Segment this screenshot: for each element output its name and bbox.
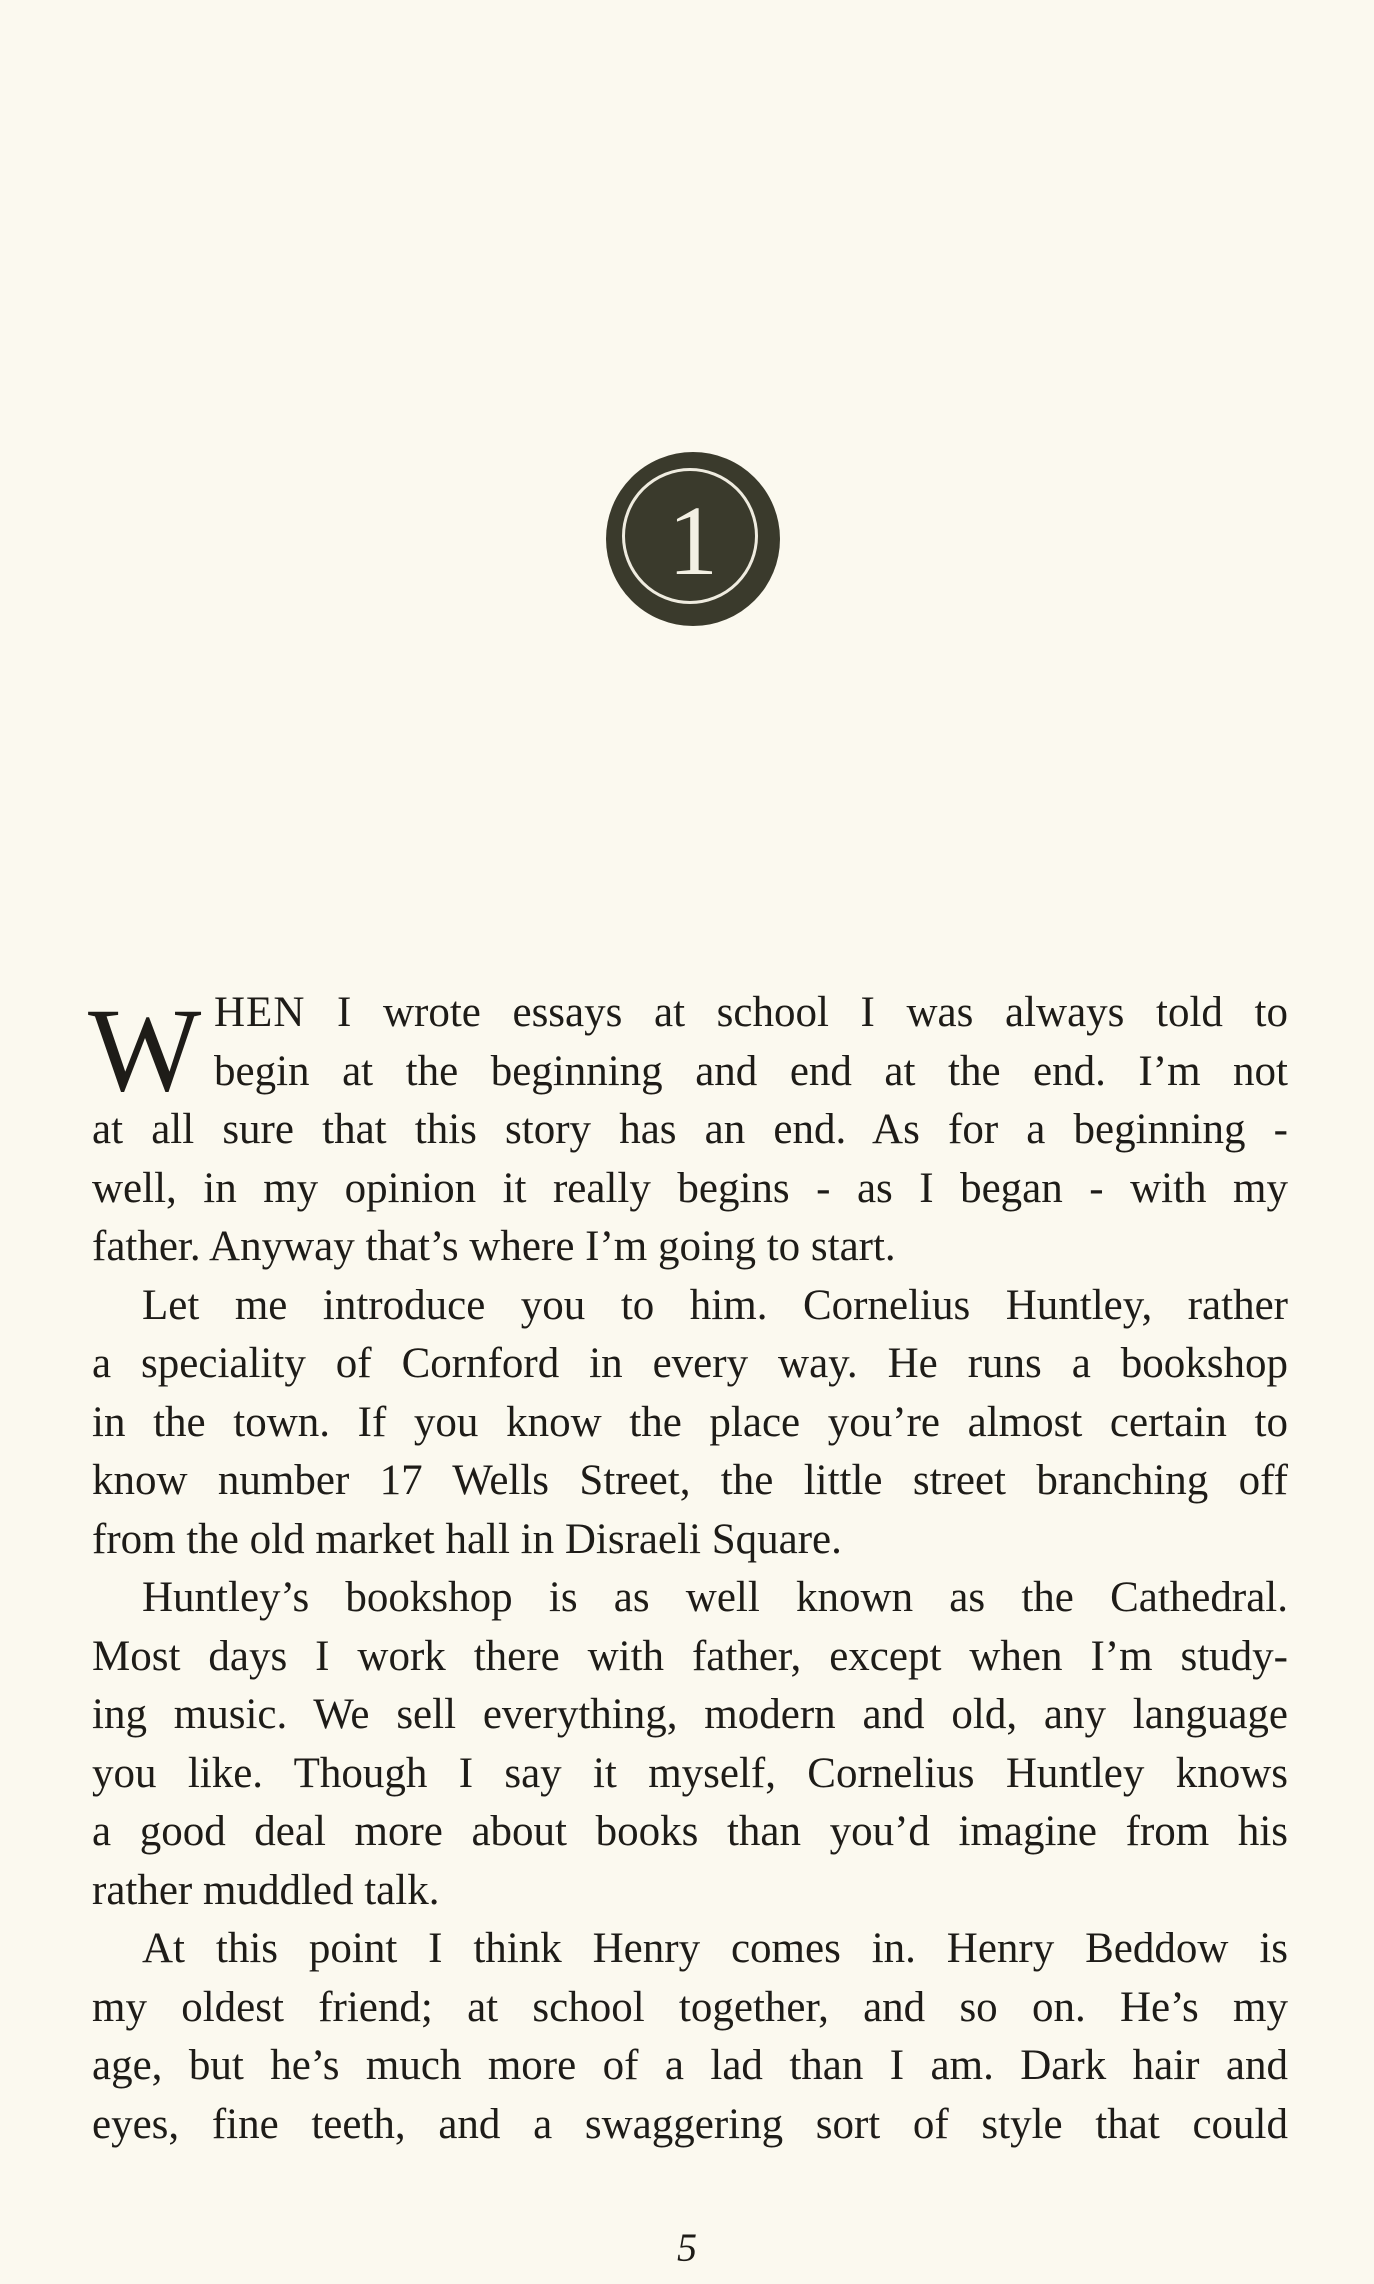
text-line: a good deal more about books than you’d imagine from his xyxy=(92,1808,1288,1855)
text-line: a speciality of Cornford in every way. He runs a bookshop xyxy=(92,1340,1288,1387)
text-line: rather muddled talk. xyxy=(92,1866,440,1914)
chapter-text xyxy=(88,983,1288,2154)
text-line: you like. Though I say it myself, Cornelius Huntley knows xyxy=(92,1749,1288,1797)
text-line: Huntley’s bookshop is as well known as the Cathedral. xyxy=(142,1574,1288,1621)
text-line: at all sure that this story has an end. As for a beginning - xyxy=(92,1106,1288,1153)
chapter-number-badge xyxy=(606,452,780,626)
line-text: I wrote essays at school I was always told to xyxy=(305,989,1288,1036)
text-line: from the old market hall in Disraeli Square. xyxy=(92,1515,842,1563)
text-line: father. Anyway that’s where I’m going to start. xyxy=(92,1223,896,1270)
drop-cap: W xyxy=(88,983,202,1116)
text-line: well, in my opinion it really begins - as I began - with my xyxy=(92,1164,1288,1212)
text-line: At this point I think Henry comes in. Henry Beddow is xyxy=(142,1925,1288,1972)
text-line: begin at the beginning and end at the end. I’m not xyxy=(214,1047,1288,1095)
text-line: know number 17 Wells Street, the little street branching off xyxy=(92,1457,1288,1504)
text-line xyxy=(92,984,1288,1043)
text-line: Let me introduce you to him. Cornelius Huntley, rather xyxy=(142,1281,1288,1329)
opening-word: HEN xyxy=(214,989,306,1036)
chapter-number: 1 xyxy=(668,485,718,596)
text-line: ing music. We sell everything, modern and old, any language xyxy=(92,1691,1288,1738)
text-line: age, but he’s much more of a lad than I am. Dark hair and xyxy=(92,2042,1288,2089)
text-line: in the town. If you know the place you’re almost certain to xyxy=(92,1398,1288,1446)
page-number: 5 xyxy=(677,2225,697,2270)
text-line: my oldest friend; at school together, and so on. He’s my xyxy=(92,1983,1288,2031)
text-line: Most days I work there with father, except when I’m study- xyxy=(92,1632,1288,1680)
text-line: eyes, fine teeth, and a swaggering sort of style that could xyxy=(92,2100,1288,2148)
